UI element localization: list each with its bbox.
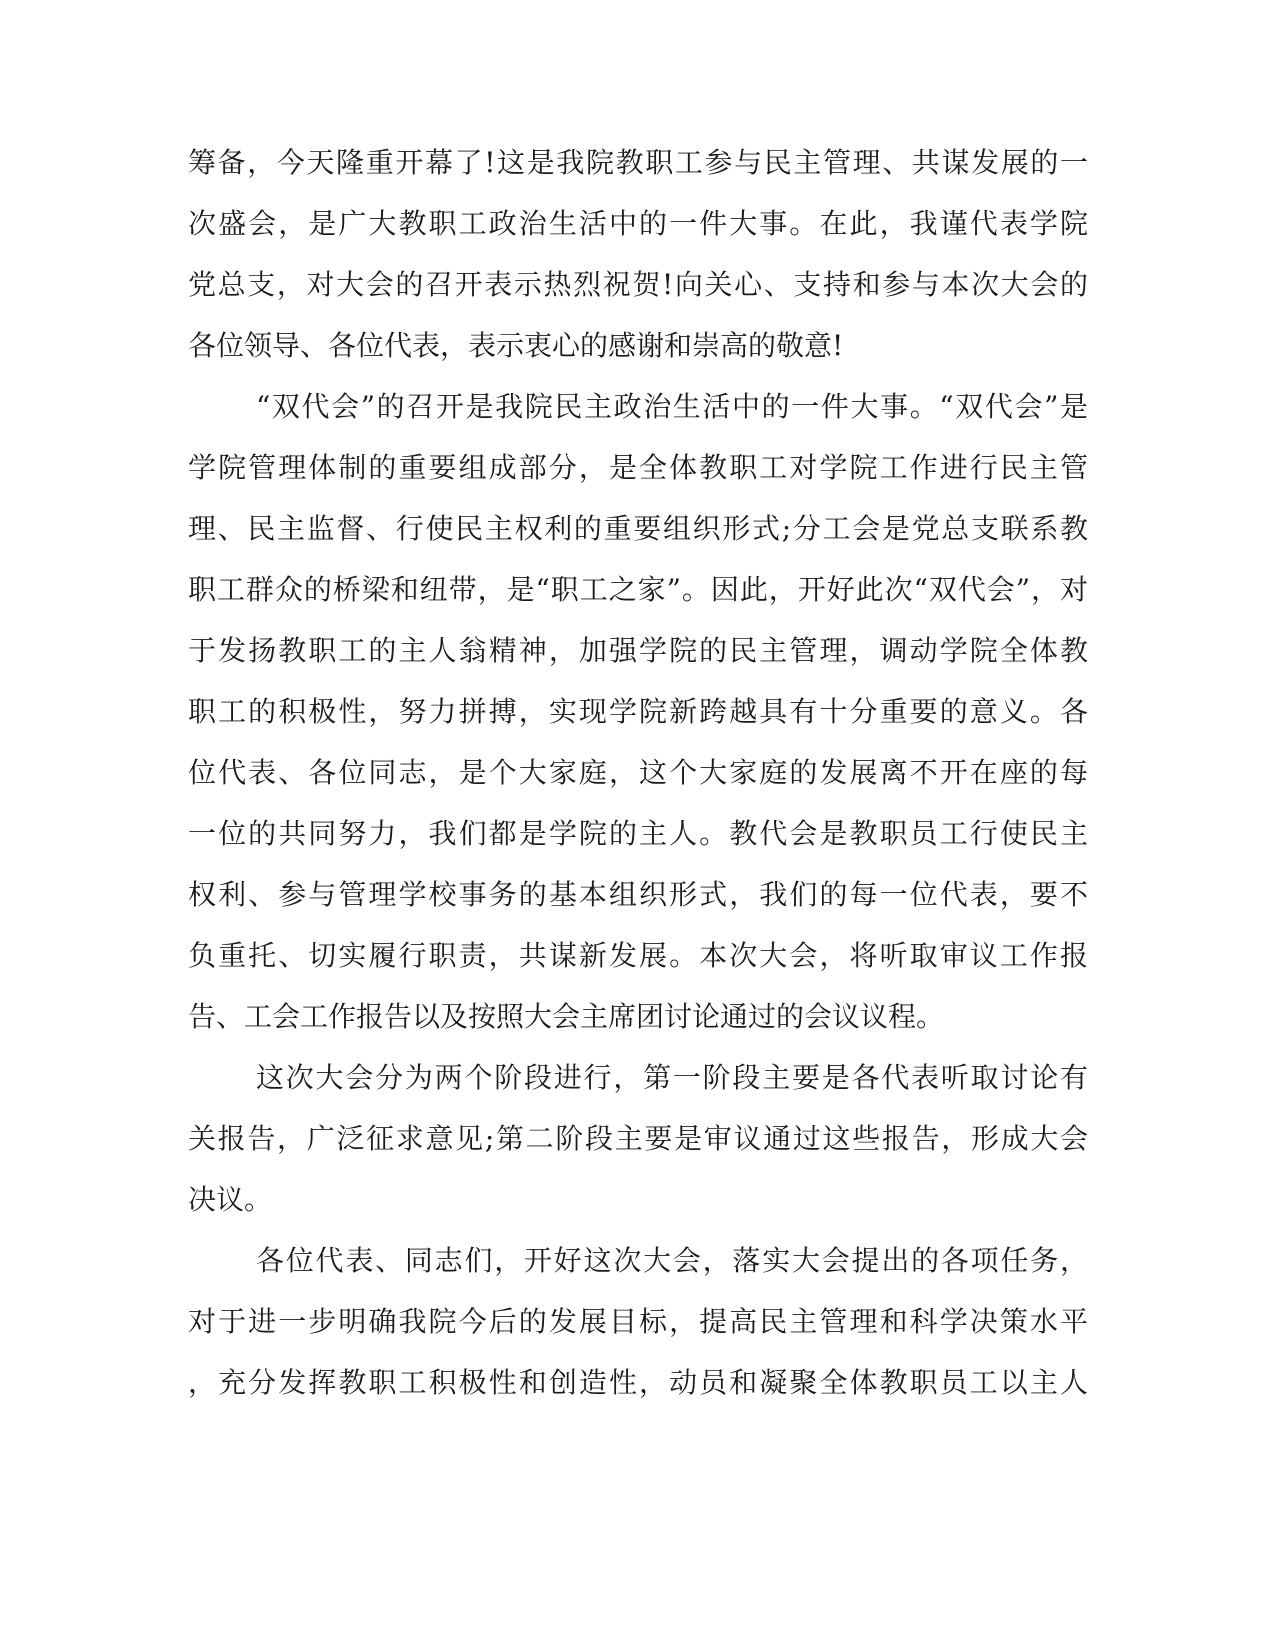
paragraph-1-line-3: 党总支，对大会的召开表示热烈祝贺!向关心、支持和参与本次大会的 xyxy=(188,268,1088,301)
paragraph-2-line-11: 告、工会工作报告以及按照大会主席团讨论通过的会议议程。 xyxy=(188,1000,945,1033)
paragraph-2-line-4: 职工群众的桥梁和纽带，是“职工之家”。因此，开好此次“双代会”，对 xyxy=(188,573,1088,606)
paragraph-4-line-1: 各位代表、同志们，开好这次大会，落实大会提出的各项任务， xyxy=(256,1244,1088,1277)
paragraph-2-line-3: 理、民主监督、行使民主权利的重要组织形式;分工会是党总支联系教 xyxy=(188,512,1088,545)
paragraph-2-line-2: 学院管理体制的重要组成部分，是全体教职工对学院工作进行民主管 xyxy=(188,451,1088,484)
paragraph-2-line-1: “双代会”的召开是我院民主政治生活中的一件大事。“双代会”是 xyxy=(256,390,1088,423)
paragraph-2-line-9: 权利、参与管理学校事务的基本组织形式，我们的每一位代表，要不 xyxy=(188,878,1088,911)
paragraph-1-line-4: 各位领导、各位代表，表示衷心的感谢和崇高的敬意! xyxy=(188,329,844,362)
paragraph-2-line-8: 一位的共同努力，我们都是学院的主人。教代会是教职员工行使民主 xyxy=(188,817,1088,850)
body-text xyxy=(188,132,1088,1413)
paragraph-2-line-10: 负重托、切实履行职责，共谋新发展。本次大会，将听取审议工作报 xyxy=(188,939,1088,972)
paragraph-2-line-6: 职工的积极性，努力拼搏，实现学院新跨越具有十分重要的意义。各 xyxy=(188,695,1088,728)
paragraph-3-line-2: 关报告，广泛征求意见;第二阶段主要是审议通过这些报告，形成大会 xyxy=(188,1122,1088,1155)
paragraph-3-line-1: 这次大会分为两个阶段进行，第一阶段主要是各代表听取讨论有 xyxy=(256,1061,1088,1094)
paragraph-1-line-1: 筹备，今天隆重开幕了!这是我院教职工参与民主管理、共谋发展的一 xyxy=(188,146,1088,179)
paragraph-4-line-2: 对于进一步明确我院今后的发展目标，提高民主管理和科学决策水平 xyxy=(188,1305,1088,1338)
paragraph-2-line-5: 于发扬教职工的主人翁精神，加强学院的民主管理，调动学院全体教 xyxy=(188,634,1088,667)
paragraph-2-line-7: 位代表、各位同志，是个大家庭，这个大家庭的发展离不开在座的每 xyxy=(188,756,1088,789)
paragraph-4-line-3: ，充分发挥教职工积极性和创造性，动员和凝聚全体教职员工以主人 xyxy=(188,1366,1088,1399)
paragraph-3-line-3: 决议。 xyxy=(188,1183,273,1216)
paragraph-1-line-2: 次盛会，是广大教职工政治生活中的一件大事。在此，我谨代表学院 xyxy=(188,207,1088,240)
